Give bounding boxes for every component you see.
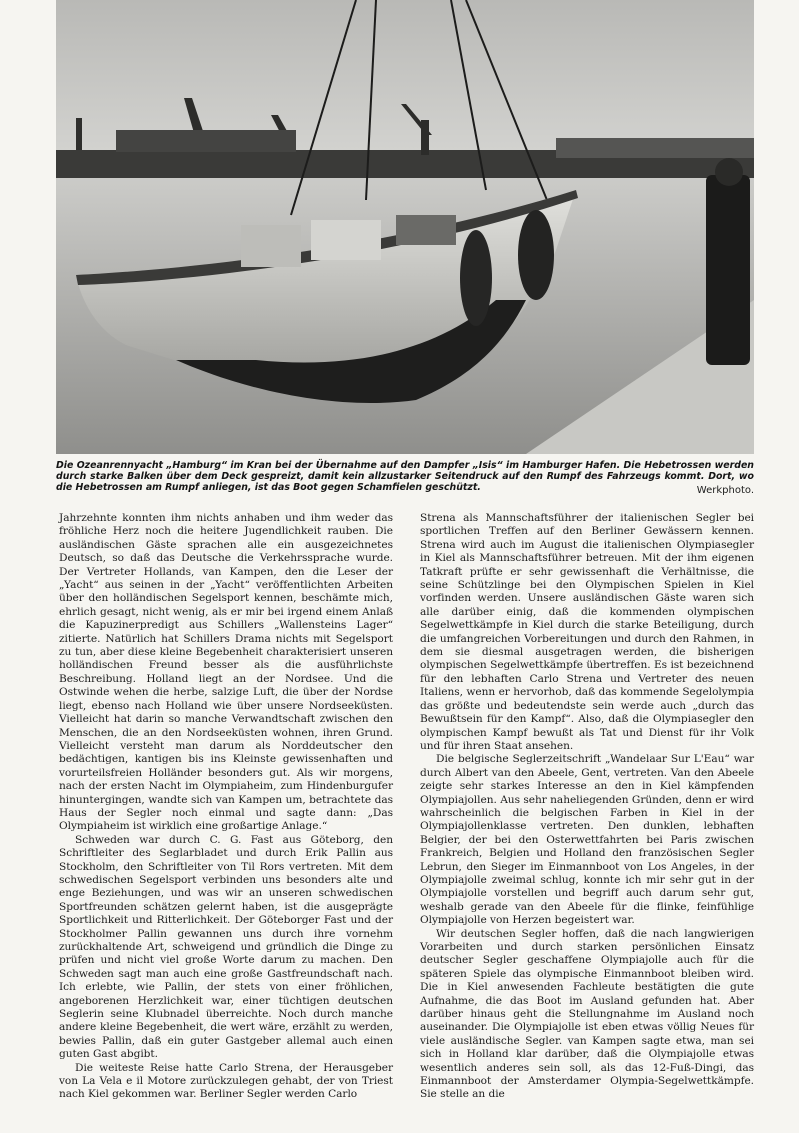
photo-caption: Die Ozeanrennyacht „Hamburg“ im Kran bei der Übernahme auf den Dampfer „Isis“ im Hamburger Hafen. Die Hebetrossen werden durch starke Balken über dem Deck gespreizt, damit kein allzustarker Seitendruck auf den Rumpf des Fahrzeugs kommt. Dort, wo die Hebetrossen am Rumpf anliegen, ist das Boot gegen Schamfielen geschützt. (56, 460, 754, 493)
photo-credit: Werkphoto. (696, 485, 754, 496)
yacht-crane-illustration (56, 0, 754, 454)
left-text-column (59, 512, 393, 1102)
paragraph: Die belgische Seglerzeitschrift „Wandelaar Sur L'Eau“ war durch Albert van den Abeele, Gent, vertreten. Van den Abeele zeigte sehr starkes Interesse an den in Kiel kämpfenden Olympiajollen. Aus sehr naheliegenden Gründen, denn er wird wahrscheinlich die belgischen Farben in Kiel in der Olympiajollenklasse vertreten. Den dunklen, lebhaften Belgier, der bei den Osterwettfahrten bei Paris zwischen Frankreich, Belgien und Holland den französischen Segler Lebrun, den Sieger im Einmannboot von Los Angeles, in der Olympiajolle zweimal schlug, konnte ich mir sehr gut in der Olympiajolle vorstellen und begriff auch darum sehr gut, weshalb gerade van den Abeele für die flinke, feinfühlige Olympiajolle von Herzen begeistert war. (420, 753, 754, 927)
paragraph: Wir deutschen Segler hoffen, daß die nach langwierigen Vorarbeiten und durch starken persönlichen Einsatz deutscher Segler geschaffene Olympiajolle auch für die späteren Spiele das olympische Einmannboot bleiben wird. Die in Kiel anwesenden Fachleute bestätigten die gute Aufnahme, die das Boot im Ausland gefunden hat. Aber darüber hinaus geht die Stellungnahme im Ausland noch auseinander. Die Olympiajolle ist eben etwas völlig Neues für viele ausländische Segler. van Kampen sagte etwa, man sei sich in Holland klar darüber, daß die Olympiajolle etwas wesentlich anderes sein soll, als das 12-Fuß-Dingi, das Einmannboot der Amsterdamer Olympia-Segelwettkämpfe. Sie stelle an die (420, 927, 754, 1101)
right-text-column (420, 512, 754, 1102)
harbor-photo (56, 0, 754, 454)
paragraph: Strena als Mannschaftsführer der italienischen Segler bei sportlichen Treffen auf den Berliner Gewässern kennen. Strena wird auch im August die italienischen Olympiasegler in Kiel als Mannschaftsführer betreuen. Mit der ihm eigenen Tatkraft prüfte er sehr gewissenhaft die Verhältnisse, die seine Schützlinge bei den Olympischen Spielen in Kiel vorfinden werden. Unsere ausländischen Gäste waren sich alle darüber einig, daß die kommenden olympischen Segelwettkämpfe in Kiel durch die starke Beteiligung, durch die umfangreichen Vorbereitungen und durch den Rahmen, in dem sie diesmal ausgetragen werden, die bisherigen olympischen Segelwettkämpfe übertreffen. Es ist bezeichnend für den lebhaften Carlo Strena und Vertreter des neuen Italiens, wenn er hervorhob, daß das kommende Segelolympia das größte und bedeutendste sein werde auch „durch das Bewußtsein für den Kampf“. Also, daß die Olympiasegler den olympischen Kampf bewußt als Tat und Dienst für ihr Volk und für ihren Staat ansehen. (420, 512, 754, 752)
paragraph: Die weiteste Reise hatte Carlo Strena, der Herausgeber von La Vela e il Motore zurückzulegen gehabt, der von Triest nach Kiel gekommen war. Berliner Segler werden Carlo (59, 1061, 393, 1101)
paragraph: Jahrzehnte konnten ihm nichts anhaben und ihm weder das fröhliche Herz noch die heitere Jugendlichkeit rauben. Die ausländischen Gäste sprachen alle ein ausgezeichnetes Deutsch, so daß das Deutsche die Verkehrssprache wurde. Der Vertreter Hollands, van Kampen, den die Leser der „Yacht“ aus seinen in der „Yacht“ veröffentlichten Arbeiten über den holländischen Segelsport kennen, beschämte mich, ehrlich gesagt, nicht wenig, als er mir bei irgend einem Anlaß die Kapuzinerpredigt aus Schillers „Wallensteins Lager“ zitierte. Natürlich hat Schillers Drama nichts mit Segelsport zu tun, aber diese kleine Begebenheit charakterisiert unseren holländischen Freund besser als die ausführlichste Beschreibung. Holland liegt an der Nordsee. Und die Ostwinde wehen die herbe, salzige Luft, die über der Nordse liegt, ebenso nach Holland wie über unsere Nordseeküsten. Vielleicht hat darin so manche Verwandtschaft zwischen den Menschen, die an den Nordseeküsten wohnen, ihren Grund. Vielleicht versteht man darum als Norddeutscher den bedächtigen, kantigen bis ins Kleinste gewissenhaften und vorurteilsfreien Holländer besonders gut. Als wir morgens, nach der ersten Nacht im Olympiaheim, zum Hindenburgufer hinuntergingen, wandte sich van Kampen um, betrachtete das Haus der Segler noch einmal und sagte dann: „Das Olympiaheim ist wirklich eine großartige Anlage.“ (59, 512, 393, 833)
paragraph: Schweden war durch C. G. Fast aus Göteborg, den Schriftleiter des Seglarbladet und durch Erik Pallin aus Stockholm, den Schriftleiter von Til Rors vertreten. Mit dem schwedischen Segelsport verbinden uns besonders alte und enge Beziehungen, und was wir an unseren schwedischen Sportfreunden schätzen gelernt haben, ist die ausgeprägte Sportlichkeit und Ritterlichkeit. Der Göteborger Fast und der Stockholmer Pallin gewannen uns durch ihre vornehm zurückhaltende Art, schweigend und gründlich die Dinge zu prüfen und nicht viel große Worte darum zu machen. Den Schweden sagt man auch eine große Gastfreundschaft nach. Ich erlebte, wie Pallin, der stets von einer fröhlichen, angeborenen Herzlichkeit war, einer tüchtigen deutschen Seglerin seine Klubnadel überreichte. Noch durch manche andere kleine Begebenheit, die wert wäre, erzählt zu werden, bewies Pallin, daß ein guter Gastgeber allemal auch einen guten Gast abgibt. (59, 833, 393, 1061)
